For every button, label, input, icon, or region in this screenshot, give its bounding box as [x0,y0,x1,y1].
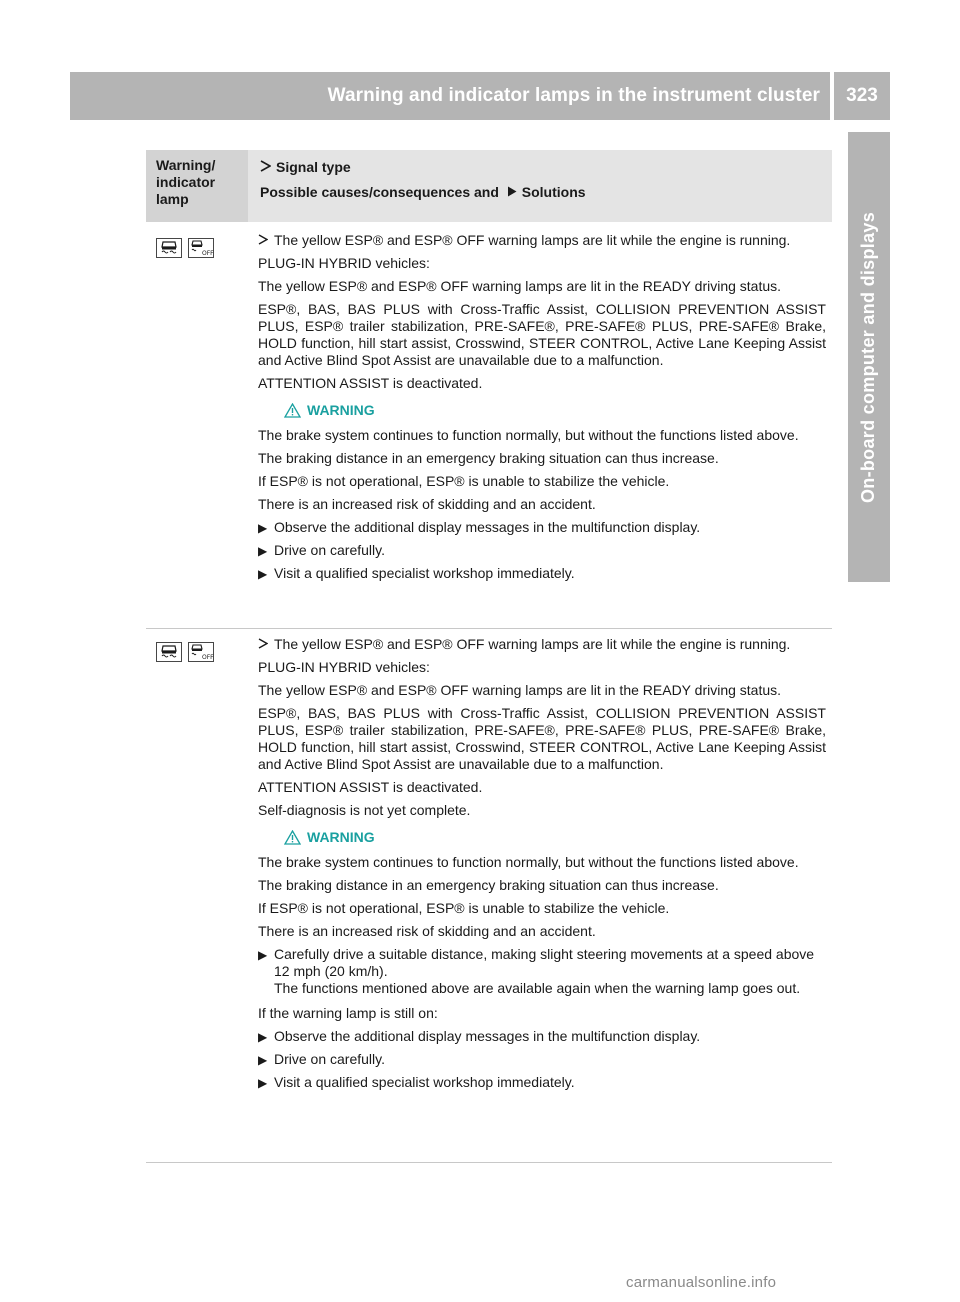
list-item: ▶ Visit a qualified specialist workshop immediately. [258,565,575,581]
row-divider [146,1162,832,1163]
action-arrow-icon: ▶ [258,567,268,581]
warning-heading [284,402,826,419]
warning-triangle-icon [284,830,301,845]
signal-cell [258,232,826,588]
paragraph: ATTENTION ASSIST is deactivated. [258,375,483,391]
warning-text: The brake system continues to function normally, but without the functions listed above. [258,427,799,443]
solutions-arrow-icon [507,184,517,201]
warning-triangle-icon [284,403,301,418]
warning-text: If ESP® is not operational, ESP® is unable to stabilize the vehicle. [258,900,670,916]
svg-text:OFF: OFF [202,250,214,257]
list-item: ▶ Observe the additional display messages in the multifunction display. [258,519,701,535]
signal-text: The yellow ESP® and ESP® OFF warning lamps are lit while the engine is running. [274,636,791,652]
row-divider [146,628,832,629]
side-marker [848,540,890,582]
list-item: ▶ Drive on carefully. [258,1051,386,1067]
header-signal-column [248,150,832,222]
signal-cell [258,636,826,1097]
paragraph: If the warning lamp is still on: [258,1005,438,1021]
signal-type-icon [258,636,274,653]
paragraph: ESP®, BAS, BAS PLUS with Cross-Traffic Assist, COLLISION PREVENTION ASSIST PLUS, ESP® trailer stabilization, PRE-SAFE®, PRE-SAFE® PLUS, PRE-SAFE® Brake, HOLD function, hill start assist, Crosswind, STEER CONTROL, Active Lane Keeping Assist and Active Blind Spot Assist are unavailable due to a malfunction. [258,301,826,368]
header-lamp-column: Warning/ indicator lamp [146,150,248,222]
side-title [848,132,890,582]
warning-text: The braking distance in an emergency braking situation can thus increase. [258,877,719,893]
esp-warning-icon [156,238,182,258]
paragraph: The yellow ESP® and ESP® OFF warning lamps are lit in the READY driving status. [258,278,782,294]
paragraph: ESP®, BAS, BAS PLUS with Cross-Traffic Assist, COLLISION PREVENTION ASSIST PLUS, ESP® trailer stabilization, PRE-SAFE®, PRE-SAFE® PLUS, PRE-SAFE® Brake, HOLD function, hill start assist, Crosswind, STEER CONTROL, Active Lane Keeping Assist and Active Blind Spot Assist are unavailable due to a malfunction. [258,705,826,772]
esp-warning-icon [156,642,182,662]
warning-heading [284,829,826,846]
warning-text: If ESP® is not operational, ESP® is unable to stabilize the vehicle. [258,473,670,489]
warning-text: The braking distance in an emergency braking situation can thus increase. [258,450,719,466]
signal-type-icon [258,232,274,249]
warning-text: There is an increased risk of skidding and an accident. [258,923,596,939]
paragraph: PLUG-IN HYBRID vehicles: [258,255,430,271]
page-header [70,72,830,120]
solutions-label: Solutions [521,184,586,200]
esp-off-icon [188,238,214,258]
esp-off-icon [188,642,214,662]
paragraph: ATTENTION ASSIST is deactivated. [258,779,483,795]
paragraph: Self-diagnosis is not yet complete. [258,802,471,818]
page-number: 323 [846,85,878,106]
action-arrow-icon: ▶ [258,948,268,962]
header-title: Warning and indicator lamps in the instrument cluster [327,85,820,106]
warning-text: The brake system continues to function normally, but without the functions listed above. [258,854,799,870]
list-item: ▶ Carefully drive a suitable distance, making slight steering movements at a speed above 12 mph (20 km/h). The functions mentioned above are available again when the warning lamp goes out. [258,946,815,996]
svg-text:OFF: OFF [202,654,214,661]
signal-text: The yellow ESP® and ESP® OFF warning lamps are lit while the engine is running. [274,232,791,248]
action-arrow-icon: ▶ [258,544,268,558]
paragraph: The yellow ESP® and ESP® OFF warning lamps are lit in the READY driving status. [258,682,782,698]
lamp-cell [146,642,248,662]
action-arrow-icon: ▶ [258,1076,268,1090]
table-header [146,150,832,222]
action-arrow-icon: ▶ [258,1030,268,1044]
warning-text: There is an increased risk of skidding and an accident. [258,496,596,512]
watermark: carmanualsonline.info [626,1274,777,1291]
signal-type-icon [260,159,271,176]
list-item: ▶ Drive on carefully. [258,542,386,558]
action-arrow-icon: ▶ [258,1053,268,1067]
action-arrow-icon: ▶ [258,521,268,535]
warning-label: WARNING [307,402,375,418]
warning-label: WARNING [307,829,375,845]
list-item: ▶ Visit a qualified specialist workshop immediately. [258,1074,575,1090]
list-item: ▶ Observe the additional display messages in the multifunction display. [258,1028,701,1044]
lamp-cell [146,238,248,258]
page-number-box [834,72,890,120]
side-title-text: On-board computer and displays [858,211,879,503]
signal-type-label: Signal type [276,159,351,175]
paragraph: PLUG-IN HYBRID vehicles: [258,659,430,675]
causes-label: Possible causes/consequences and [260,184,499,200]
